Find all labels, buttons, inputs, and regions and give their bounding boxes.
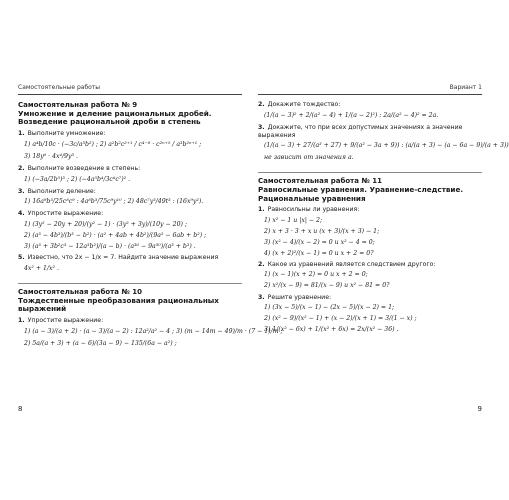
task-text: Упростите выражение: <box>27 316 104 324</box>
formula-line: 3) 18y⁶ · 4x⁴/9y³ . <box>24 152 78 160</box>
task-9-1 <box>18 130 242 138</box>
task-9-5 <box>18 254 242 262</box>
running-head-left: Самостоятельные работы <box>18 84 242 95</box>
right-page <box>258 84 509 414</box>
task-number: 2. <box>258 261 265 269</box>
task-text: Известно, что 2x − 1/x = 7. Найдите значение выражения <box>27 254 219 262</box>
task-text: Выполните возведение в степень: <box>27 164 141 172</box>
formula-line: 1) (3x − 5)/(x − 1) − (2x − 5)/(x − 2) = 1; <box>264 304 395 312</box>
task-number: 2. <box>258 101 265 108</box>
task-11-3 <box>258 294 482 302</box>
task-number: 1. <box>18 316 25 324</box>
work-10-topic: Тождественные преобразования рациональных выражений <box>18 295 219 314</box>
task-9-4 <box>18 210 242 218</box>
task-text: Докажите, что при всех допустимых значениях a значение выражения <box>258 123 463 139</box>
formula-line: не зависит от значения a. <box>264 154 354 162</box>
task-10-2 <box>258 101 482 109</box>
task-9-2 <box>18 165 242 173</box>
formula-line: 1) x² − 1 и |x| − 2; <box>264 216 323 224</box>
task-number: 1. <box>258 206 265 214</box>
task-11-1 <box>258 206 482 214</box>
formula-line: 3) (a³ + 3b²c³ − 12a³b²)/(a − b) · (a³⁶ − 9a³⁰)/(a³ + b³) . <box>24 242 196 250</box>
task-text: Выполните деление: <box>27 187 96 195</box>
task-text: Докажите тождество: <box>267 101 341 108</box>
task-number: 3. <box>18 187 25 195</box>
task-number: 2. <box>18 164 25 172</box>
task-text: Упростите выражение: <box>27 210 104 218</box>
left-page <box>18 84 283 414</box>
formula-line: 2) (a³ − 4b³)/(b³ − b²) · (a² + 4ab + 4b²)/(9a² − 6ab + b²) ; <box>24 231 207 239</box>
task-11-2 <box>258 261 482 269</box>
work-11-title: Самостоятельная работа № 11 <box>258 177 383 186</box>
formula-line: 1) (3y² − 20y + 20)/(y² − 1) · (3y² + 3y)/(10y − 20) ; <box>24 220 187 228</box>
task-number: 3. <box>258 293 265 301</box>
formula-line: 2) x²/(x − 9) = 81/(x − 9) и x² − 81 = 0? <box>264 282 390 290</box>
work-10-title: Самостоятельная работа № 10 <box>18 287 143 296</box>
task-text: Выполните умножение: <box>27 130 106 138</box>
formula-line: 3) 1/(x² − 6x) + 1/(x² + 6x) = 2x/(x² − 36) . <box>264 326 399 334</box>
page-number-right: 9 <box>477 405 482 414</box>
formula-line: 1) (a − 3)/(a + 2) · (a − 3)/(a − 2) : 12a²/a² − 4 ; 3) (m − 14m − 49)/m · (7 − 1)/m ; <box>24 327 283 335</box>
running-head-right: Вариант 1 <box>258 84 482 95</box>
task-number: 1. <box>18 130 25 138</box>
work-9-title: Самостоятельная работа № 9 <box>18 101 138 109</box>
page-number-left: 8 <box>18 405 23 414</box>
task-number: 5. <box>18 254 25 262</box>
work-11-topic: Равносильные уравнения. Уравнение-следствие. Рациональные уравнения <box>258 185 464 203</box>
task-text: Решите уравнение: <box>267 293 332 301</box>
formula-line: 2) (x² − 9)/(x² − 1) + (x − 2)/(x + 1) = 3/(1 − x) ; <box>264 315 417 323</box>
formula-line: (1/(a − 3)² + 2/(a² − 4) + 1/(a − 2)²) : 2a/(a² − 4)² = 2a. <box>264 111 439 119</box>
task-text: Равносильны ли уравнения: <box>267 206 360 214</box>
section-divider <box>258 172 482 173</box>
formula-line: 1) 16a⁹b³/25c⁸c⁹ : 4a⁸b³/75c⁹y¹⁰ ; 2) 48c⁷y³/49t³ : (16x⁹y²). <box>24 198 204 206</box>
task-10-1 <box>18 317 242 325</box>
formula-line: 2) x + 3 · 3 + x и (x + 3)/(x + 3) − 1; <box>264 227 380 235</box>
task-number: 3. <box>258 123 265 131</box>
formula-line: 1) (x − 1)(x + 2) = 0 и x + 2 = 0; <box>264 271 368 279</box>
formula-line: 3) (x² − 4)/(x − 2) = 0 и x² − 4 = 0; <box>264 238 375 246</box>
task-9-3 <box>18 188 242 196</box>
formula-line: 1) (−3a/2b⁵)³ ; 2) (−4a⁵b⁴/3c⁶c⁷)² . <box>24 175 131 183</box>
section-divider <box>18 283 242 284</box>
formula-line: 2) 5a/(a + 3) + (a − 6)/(3a − 9) − 135/(6a − a²) ; <box>24 339 177 347</box>
formula-line: (1/(a − 3) + 27/(a³ + 27) + 9/(a² − 3a + 9)) : (a/(a + 3) − (a − 6a − 9)/(a + 3)) <box>264 142 509 150</box>
formula-line: 4) (x + 2)²/(x − 1) = 0 и x + 2 = 0? <box>264 249 374 257</box>
work-9-topic: Умножение и деление рациональных дробей. Возведение рациональной дроби в степень <box>18 108 212 127</box>
task-number: 4. <box>18 210 25 218</box>
formula-line: 1) a⁴b/10c · (−3c/a³b²) ; 2) a²b²c²⁺¹ / c⁴⁻⁸ · c²ⁿ⁺⁵ / a³b²ⁿ⁺¹ ; <box>24 140 202 148</box>
formula-line: 4x² + 1/x² . <box>24 264 59 272</box>
task-text: Какое из уравнений является следствием другого: <box>267 261 436 269</box>
task-10-3 <box>258 124 482 140</box>
